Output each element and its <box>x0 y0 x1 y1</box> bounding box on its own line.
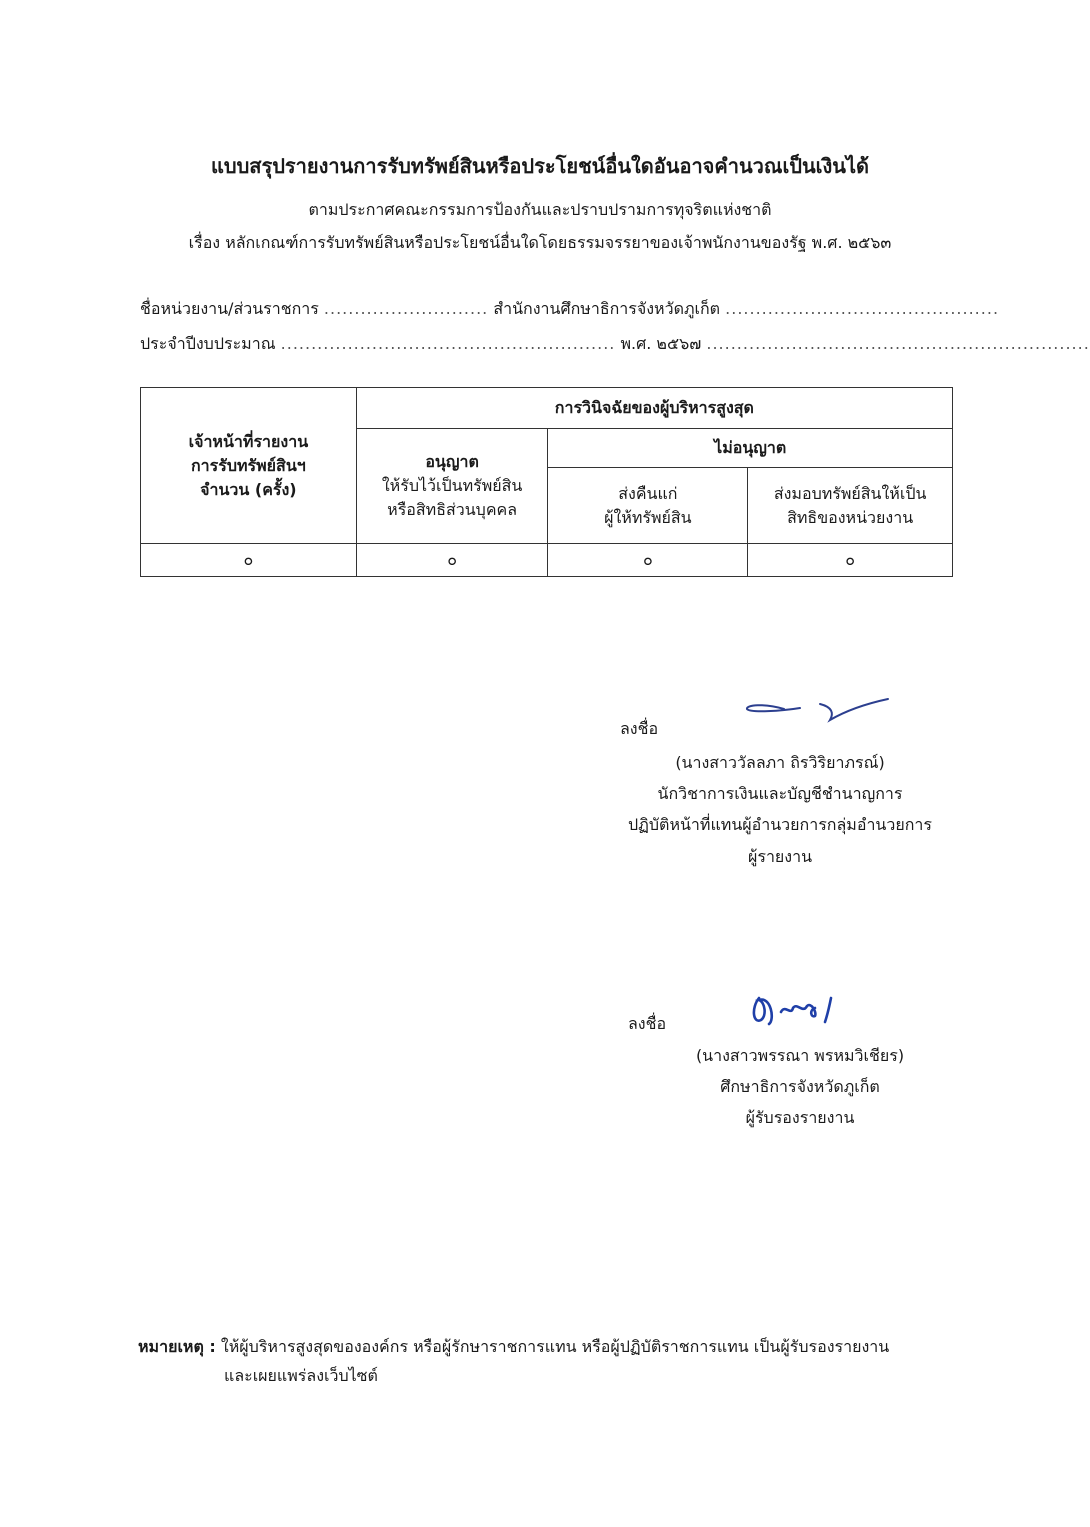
signature1-block <box>590 747 970 872</box>
allow-header: อนุญาต <box>425 452 479 471</box>
reporter-header-line1: เจ้าหน้าที่รายงาน <box>188 431 309 451</box>
signature1-name: (นางสาววัลลภา ถิรวิริยาภรณ์) <box>675 753 885 772</box>
table-cell-returned: ๐ <box>548 544 748 577</box>
footnote-label: หมายเหตุ : <box>138 1337 216 1356</box>
reporter-header-line3: จำนวน (ครั้ง) <box>200 479 297 499</box>
decision-summary-table <box>140 387 953 577</box>
document-subtitle-announcement: ตามประกาศคณะกรรมการป้องกันและปราบปรามการทุจริตแห่งชาติ <box>308 200 772 219</box>
signature1-handwritten <box>742 695 892 725</box>
return-to-giver-header <box>548 468 748 544</box>
return-line2: ผู้ให้ทรัพย์สิน <box>604 507 692 527</box>
document-title: แบบสรุปรายงานการรับทรัพย์สินหรือประโยชน์อื่นใดอันอาจคำนวณเป็นเงินได้ <box>210 154 869 178</box>
footnote <box>138 1333 968 1391</box>
signature1-sign-label: ลงชื่อ <box>620 719 659 738</box>
fiscal-year-dots-after: ............................................................... <box>706 334 1090 353</box>
signature2-block <box>610 1040 990 1134</box>
signature2-sign-label: ลงชื่อ <box>628 1014 667 1033</box>
signature1-position1: นักวิชาการเงินและบัญชีชำนาญการ <box>657 784 903 804</box>
allow-desc-line1: ให้รับไว้เป็นทรัพย์สิน <box>381 476 523 495</box>
footnote-line1: ให้ผู้บริหารสูงสุดขององค์กร หรือผู้รักษาราชการแทน หรือผู้ปฏิบัติราชการแทน เป็นผู้รับรองรายงาน <box>220 1337 890 1356</box>
allow-desc-line2: หรือสิทธิส่วนบุคคล <box>387 500 518 519</box>
signature1-position2: ปฏิบัติหน้าที่แทนผู้อำนวยการกลุ่มอำนวยการ <box>628 815 932 835</box>
signature2-role: ผู้รับรองรายงาน <box>745 1108 855 1128</box>
document-subtitle-subject: เรื่อง หลักเกณฑ์การรับทรัพย์สินหรือประโยชน์อื่นใดโดยธรรมจรรยาของเจ้าพนักงานของรัฐ พ.ศ. ๒๕๖๓ <box>188 233 892 252</box>
agency-dots-before: ........................... <box>323 299 489 318</box>
footnote-line2: และเผยแพร่ลงเว็บไซต์ <box>224 1365 378 1385</box>
signature2-position1: ศึกษาธิการจังหวัดภูเก็ต <box>720 1077 880 1097</box>
signature1-role: ผู้รายงาน <box>747 846 813 866</box>
allow-header-cell <box>356 429 548 544</box>
agency-value: สำนักงานศึกษาธิการจังหวัดภูเก็ต <box>493 299 721 318</box>
table-cell-report-count: ๐ <box>141 544 357 577</box>
fiscal-year-label: ประจำปีงบประมาณ <box>140 334 276 353</box>
signature2-name: (นางสาวพรรณา พรหมวิเชียร) <box>695 1046 905 1065</box>
disallow-header: ไม่อนุญาต <box>548 429 953 468</box>
table-cell-handed-over: ๐ <box>748 544 953 577</box>
handover-to-agency-header <box>748 468 953 544</box>
handover-line1: ส่งมอบทรัพย์สินให้เป็น <box>773 483 927 503</box>
reporter-count-header <box>141 388 357 544</box>
reporter-header-line2: การรับทรัพย์สินฯ <box>190 455 306 475</box>
signature2-handwritten <box>745 990 855 1032</box>
fiscal-year-value: พ.ศ. ๒๕๖๗ <box>620 334 702 353</box>
handover-line2: สิทธิของหน่วยงาน <box>787 507 914 527</box>
fiscal-year-line <box>140 332 1090 357</box>
fiscal-year-dots-before: ....................................................... <box>280 334 616 353</box>
agency-dots-after: ............................................. <box>725 299 1000 318</box>
return-line1: ส่งคืนแก่ <box>618 483 678 503</box>
decision-header: การวินิจฉัยของผู้บริหารสูงสุด <box>356 388 952 429</box>
agency-label: ชื่อหน่วยงาน/ส่วนราชการ <box>140 299 319 318</box>
agency-line <box>140 297 1000 322</box>
table-cell-allowed: ๐ <box>356 544 548 577</box>
